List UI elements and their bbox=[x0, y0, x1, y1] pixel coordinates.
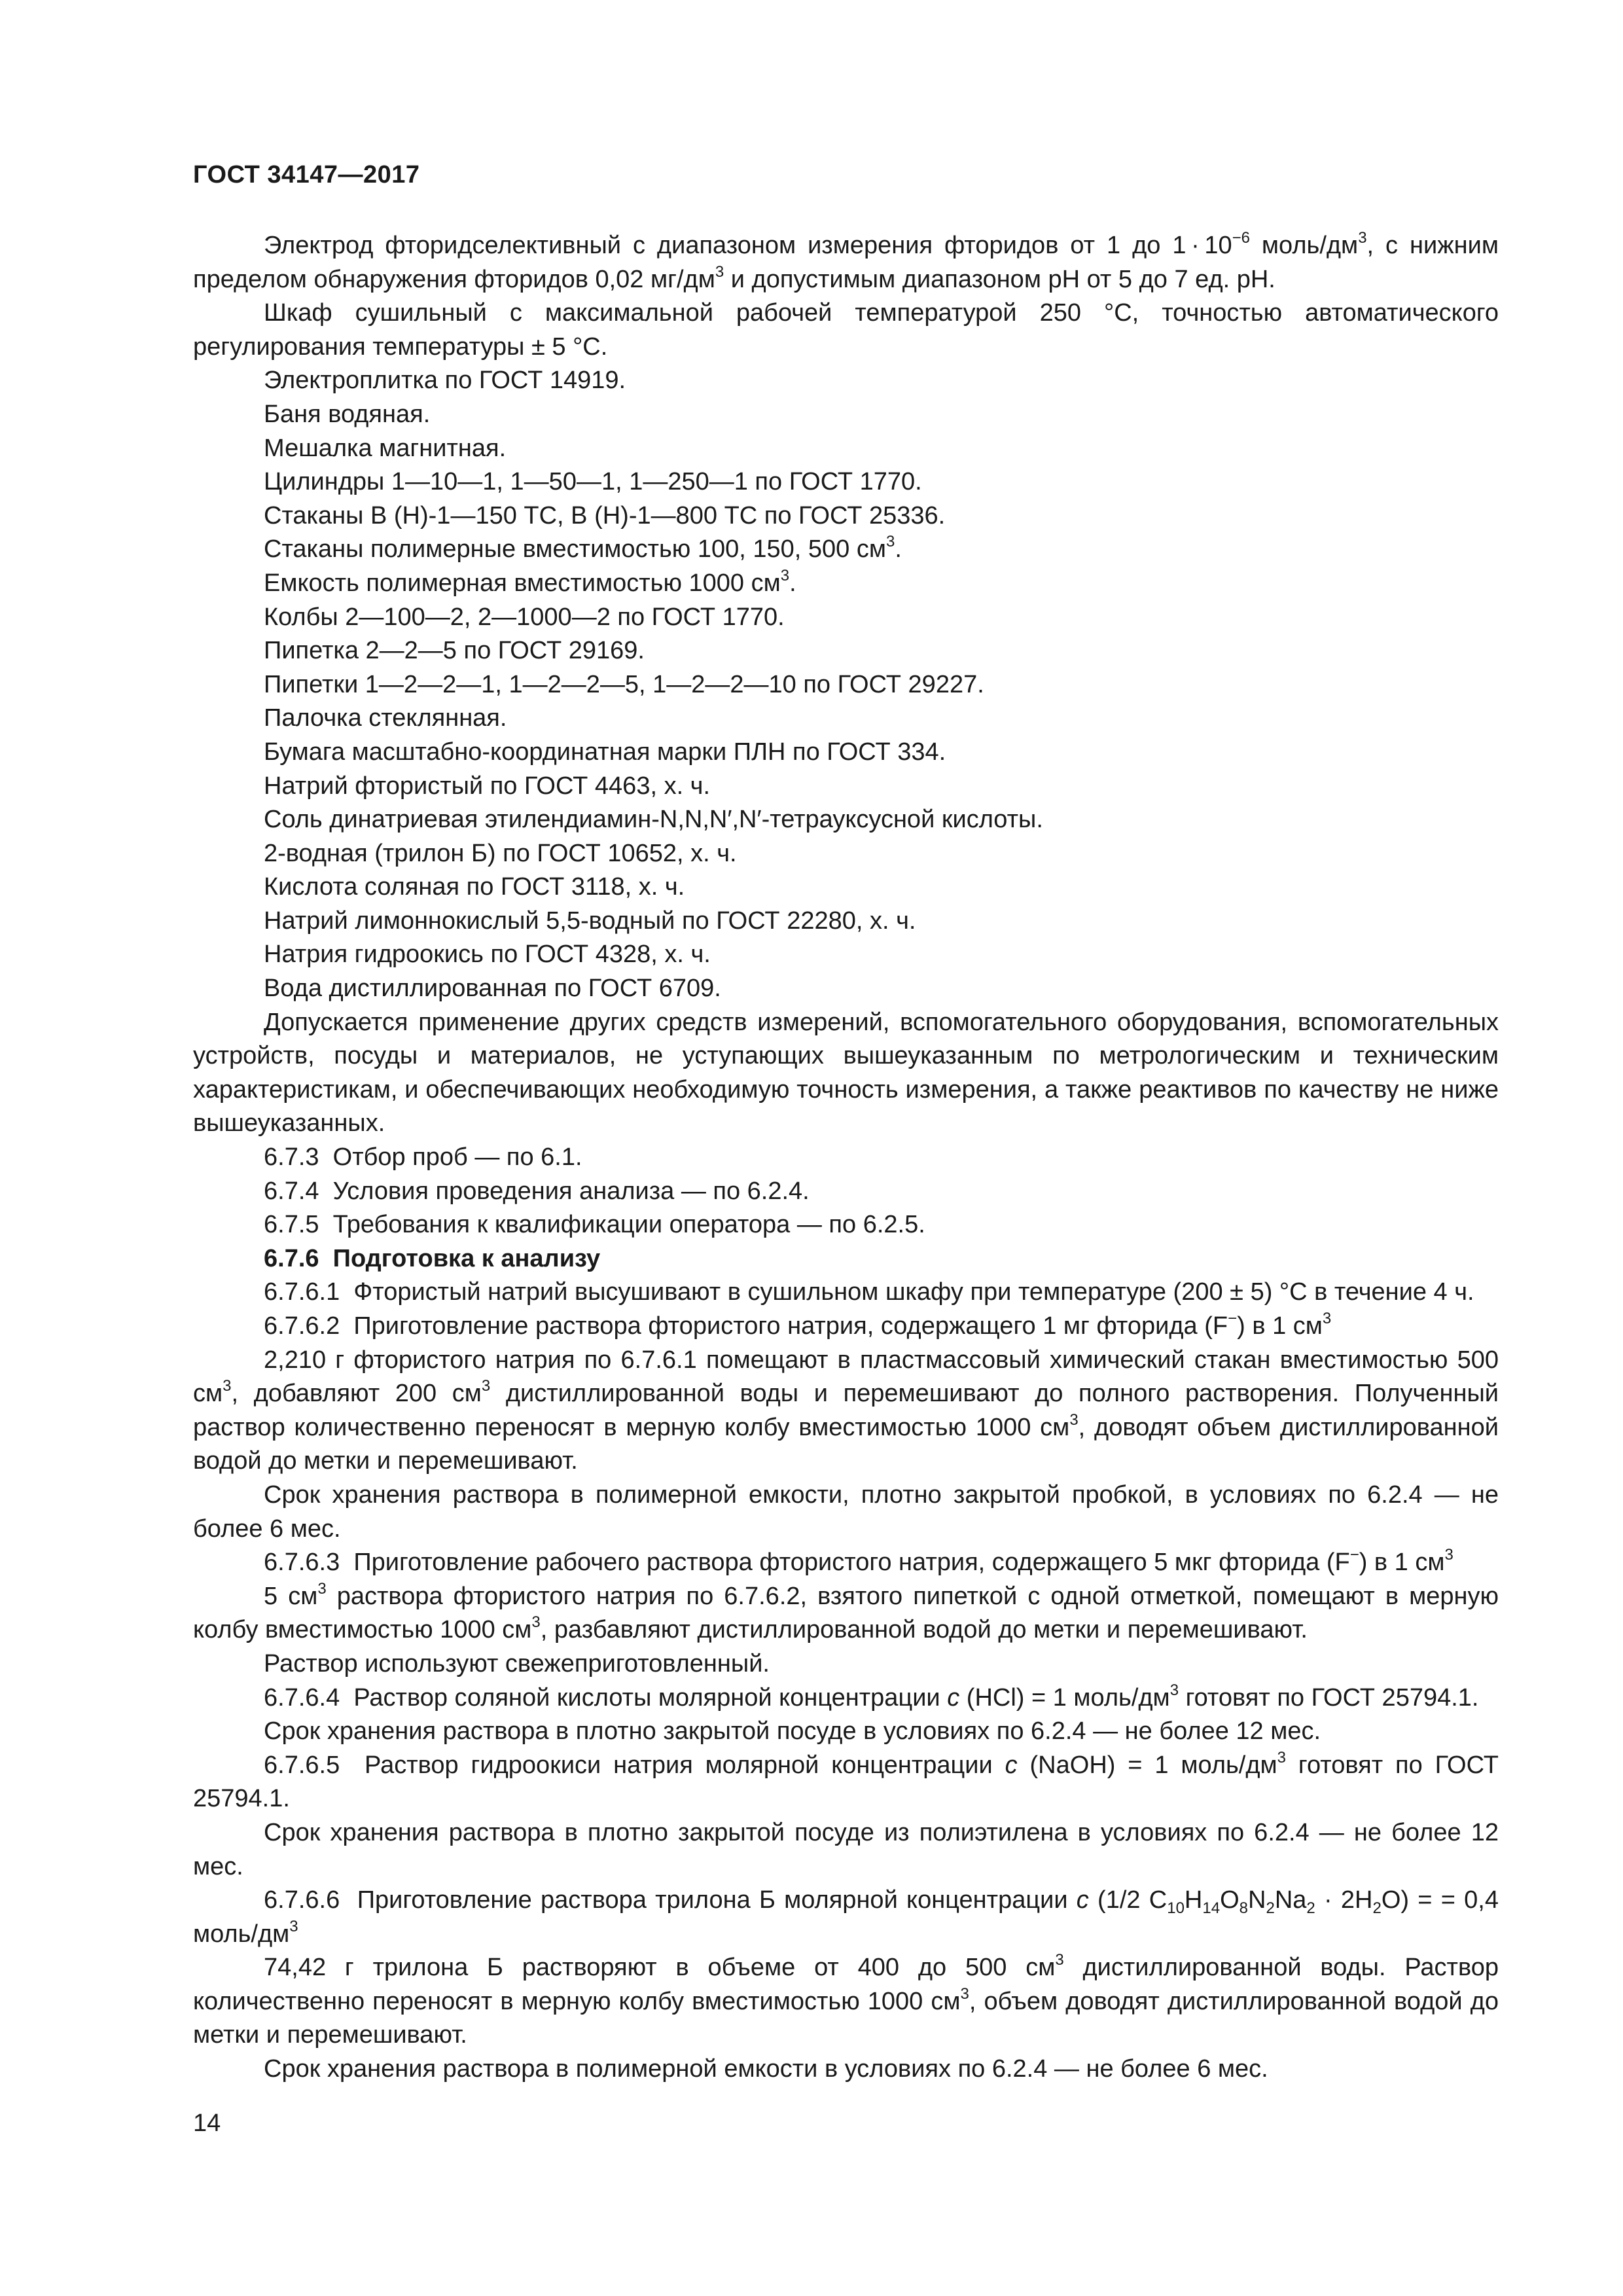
paragraph: Срок хранения раствора в плотно закрытой посуде в условиях по 6.2.4 — не более 12 мес. bbox=[264, 1717, 1321, 1746]
paragraph: Емкость полимерная вместимостью 1000 $см^3$. bbox=[264, 566, 796, 597]
paragraph: Баня водяная. bbox=[264, 400, 431, 428]
paragraph: Шкаф сушильный с максимальной рабочей температурой 250 °С, точностью автоматического регулирования температуры ± 5 °С. bbox=[193, 299, 1499, 361]
paragraph: Натрий фтористый по ГОСТ 4463, х. ч. bbox=[264, 772, 711, 800]
paragraph: Срок хранения раствора в полимерной емкости, плотно закрытой пробкой, в условиях по 6.2.4 — не более 6 мес. bbox=[193, 1480, 1499, 1543]
paragraph: 6.7.6.1 Фтористый натрий высушивают в сушильном шкафу при температуре (200 ± 5) °С в течение 4 ч. bbox=[264, 1278, 1474, 1306]
paragraph: 74,42 г трилона Б растворяют в объеме от 400 до 500 $см^3$ дистиллированной воды. Раствор количественно переносят в мерную колбу вместимостью 1000 $см^3$, объем доводят дистиллированной водой до метки и перемешивают. bbox=[193, 1951, 1499, 2049]
page-number: 14 bbox=[193, 2109, 221, 2137]
paragraph: Кислота соляная по ГОСТ 3118, х. ч. bbox=[264, 873, 685, 901]
paragraph: Допускается применение других средств измерений, вспомогательного оборудования, вспомогательных устройств, посуды и материалов, не уступающих вышеуказанным по метрологическим и техническим характеристикам, и обеспечивающих необходимую точность измерения, а также реактивов по качеству не ниже вышеуказанных. bbox=[193, 1008, 1499, 1138]
document-header: ГОСТ 34147—2017 bbox=[193, 161, 420, 188]
paragraph: Срок хранения раствора в полимерной емкости в условиях по 6.2.4 — не более 6 мес. bbox=[264, 2055, 1268, 2083]
paragraph: 6.7.6.2 Приготовление раствора фтористого натрия, содержащего 1 мг фторида (F−) в 1 $см^3$ bbox=[264, 1310, 1332, 1340]
paragraph: Бумага масштабно-координатная марки ПЛН по ГОСТ 334. bbox=[264, 738, 946, 766]
paragraph: Натрия гидроокись по ГОСТ 4328, х. ч. bbox=[264, 941, 711, 969]
paragraph: Мешалка магнитная. bbox=[264, 434, 507, 462]
paragraph: 6.7.6.4 Раствор соляной кислоты молярной концентрации с (HCl) = 1 моль/$дм^3$ готовят по ГОСТ 25794.1. bbox=[264, 1681, 1479, 1712]
paragraph: Срок хранения раствора в плотно закрытой посуде из полиэтилена в условиях по 6.2.4 — не более 12 мес. bbox=[193, 1818, 1499, 1880]
paragraph: 6.7.6.6 Приготовление раствора трилона Б молярной концентрации с (1/2 $C_{10}H_{14}O_8N_2Na_2 \cdot 2H_2O$) = = 0,4 моль/$дм^3$ bbox=[193, 1886, 1499, 1948]
paragraph: 2,210 г фтористого натрия по 6.7.6.1 помещают в пластмассовый химический стакан вместимостью 500 $см^3$, добавляют 200 $см^3$ дистиллированной воды и перемешивают до полного растворения. Полученный раствор количественно переносят в мерную колбу вместимостью 1000 $см^3$, доводят объем дистиллированной водой до метки и перемешивают. bbox=[193, 1346, 1499, 1475]
paragraph: Электроплитка по ГОСТ 14919. bbox=[264, 367, 626, 395]
paragraph: 6.7.4 Условия проведения анализа — по 6.2.4. bbox=[264, 1177, 810, 1205]
paragraph: Пипетки 1—2—2—1, 1—2—2—5, 1—2—2—10 по ГОСТ 29227. bbox=[264, 670, 984, 698]
paragraph: Стаканы В (Н)-1—150 ТС, В (Н)-1—800 ТС по ГОСТ 25336. bbox=[264, 501, 946, 529]
paragraph: Натрий лимоннокислый 5,5-водный по ГОСТ 22280, х. ч. bbox=[264, 906, 916, 935]
paragraph: Цилиндры 1—10—1, 1—50—1, 1—250—1 по ГОСТ 1770. bbox=[264, 468, 922, 496]
section-heading: 6.7.6 Подготовка к анализу bbox=[264, 1244, 601, 1272]
document-body bbox=[193, 229, 1499, 2087]
paragraph: Пипетка 2—2—5 по ГОСТ 29169. bbox=[264, 637, 645, 665]
paragraph: 5 $см^3$ раствора фтористого натрия по 6.7.6.2, взятого пипеткой с одной отметкой, помещают в мерную колбу вместимостью 1000 $см^3$, разбавляют дистиллированной водой до метки и перемешивают. bbox=[193, 1579, 1499, 1644]
paragraph: Раствор используют свежеприготовленный. bbox=[264, 1649, 770, 1677]
paragraph: Вода дистиллированная по ГОСТ 6709. bbox=[264, 975, 721, 1003]
paragraph: Палочка стеклянная. bbox=[264, 704, 507, 732]
paragraph: Соль динатриевая этилендиамин-N,N,N′,N′-тетрауксусной кислоты. bbox=[264, 806, 1043, 834]
paragraph: 2-водная (трилон Б) по ГОСТ 10652, х. ч. bbox=[264, 839, 737, 867]
paragraph: 6.7.3 Отбор проб — по 6.1. bbox=[264, 1143, 582, 1172]
paragraph: Стаканы полимерные вместимостью 100, 150, 500 $см^3$. bbox=[264, 533, 902, 564]
paragraph: 6.7.6.5 Раствор гидроокиси натрия молярной концентрации с (NaOH) = 1 моль/$дм^3$ готовят по ГОСТ 25794.1. bbox=[193, 1748, 1499, 1813]
paragraph: Электрод фторидселективный с диапазоном измерения фторидов от 1 до $1 \cdot 10^{-6}$ моль/$дм^3$, с нижним пределом обнаружения фторидов 0,02 $мг/дм^3$ и допустимым диапазоном pH от 5 до 7 ед. pH. bbox=[193, 229, 1499, 293]
paragraph: 6.7.5 Требования к квалификации оператора — по 6.2.5. bbox=[264, 1211, 925, 1239]
paragraph: 6.7.6.3 Приготовление рабочего раствора фтористого натрия, содержащего 5 мкг фторида (F−) в 1 $см^3$ bbox=[264, 1546, 1454, 1577]
paragraph: Колбы 2—100—2, 2—1000—2 по ГОСТ 1770. bbox=[264, 603, 785, 631]
